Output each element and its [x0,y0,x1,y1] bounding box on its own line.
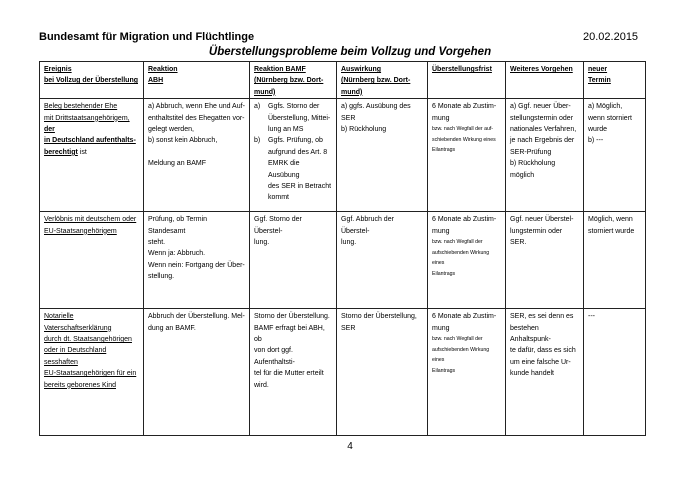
column-header-next-steps: Weiteres Vorgehen [506,62,584,99]
table-row [40,99,646,212]
cell-new-date: a) Möglich, wenn storniert wurde b) --- [584,99,646,212]
cell-effect: Storno der Überstellung, SER [337,309,428,436]
procedure-table [39,61,646,436]
cell-abh: Prüfung, ob Termin Standesamt steht. Wenn ja: Abbruch. Wenn nein: Fortgang der Über- stellung. [144,212,250,309]
cell-bamf: Storno der Überstellung. BAMF erfragt bei ABH, ob von dort ggf. Aufenthaltsti- tel für die Mutter erteilt wird. [250,309,337,436]
cell-next-steps: a) Ggf. neuer Über- stellungstermin oder nationales Verfahren, je nach Ergebnis der SER-Prüfung b) Rückholung möglich [506,99,584,212]
cell-new-date: --- [584,309,646,436]
cell-bamf: a) Ggfs. Storno der Überstellung, Mittei- lung an MS b) Ggfs. Prüfung, ob aufgrund des Art. 8 EMRK die Ausübung des SER in Betracht kommt [250,99,337,212]
cell-deadline: 6 Monate ab Zustim- mung bzw. nach Wegfall der aufschiebenden Wirkung eines Eilantrags [428,309,506,436]
cell-bamf: Ggf. Storno der Überstel- lung. [250,212,337,309]
cell-next-steps: SER, es sei denn es bestehen Anhaltspunk- te dafür, dass es sich um eine falsche Ur- kunde handelt [506,309,584,436]
cell-event: Beleg bestehender Ehe mit Drittstaatsangehörigem, der in Deutschland aufenthalts- berechtigt ist [40,99,144,212]
cell-abh: a) Abbruch, wenn Ehe und Auf- enthaltstitel des Ehegatten vor- gelegt werden, b) sonst kein Abbruch, Meldung an BAMF [144,99,250,212]
cell-deadline: 6 Monate ab Zustim- mung bzw. nach Wegfall der auf- schiebenden Wirkung eines Eilantrags [428,99,506,212]
cell-deadline: 6 Monate ab Zustim- mung bzw. nach Wegfall der aufschiebenden Wirkung eines Eilantrags [428,212,506,309]
table-row [40,212,646,309]
cell-new-date: Möglich, wenn storniert wurde [584,212,646,309]
document-date: 20.02.2015 [583,31,639,43]
cell-event: Notarielle Vaterschaftserklärung durch dt. Staatsangehörigen oder in Deutschland sesshaften EU-Staatsangehörigen für ein bereits geborenes Kind [40,309,144,436]
column-header-effect: Auswirkung (Nürnberg bzw. Dort- mund) [337,62,428,99]
cell-next-steps: Ggf. neuer Überstel- lungstermin oder SER. [506,212,584,309]
cell-effect: Ggf. Abbruch der Überstel- lung. [337,212,428,309]
cell-abh: Abbruch der Überstellung. Mel- dung an BAMF. [144,309,250,436]
page-number: 4 [347,441,353,452]
organization-header: Bundesamt für Migration und Flüchtlinge [39,31,255,43]
column-header-bamf: Reaktion BAMF (Nürnberg bzw. Dort- mund) [250,62,337,99]
page-title: Überstellungsprobleme beim Vollzug und Vorgehen [208,46,492,58]
table-row [40,309,646,436]
column-header-abh: Reaktion ABH [144,62,250,99]
column-header-event: Ereignis bei Vollzug der Überstellung [40,62,144,99]
table-header-row [40,62,646,99]
cell-event: Verlöbnis mit deutschem oder EU-Staatsangehörigem [40,212,144,309]
column-header-deadline: Überstellungsfrist [428,62,506,99]
column-header-new-date: neuer Termin [584,62,646,99]
cell-effect: a) ggfs. Ausübung des SER b) Rückholung [337,99,428,212]
